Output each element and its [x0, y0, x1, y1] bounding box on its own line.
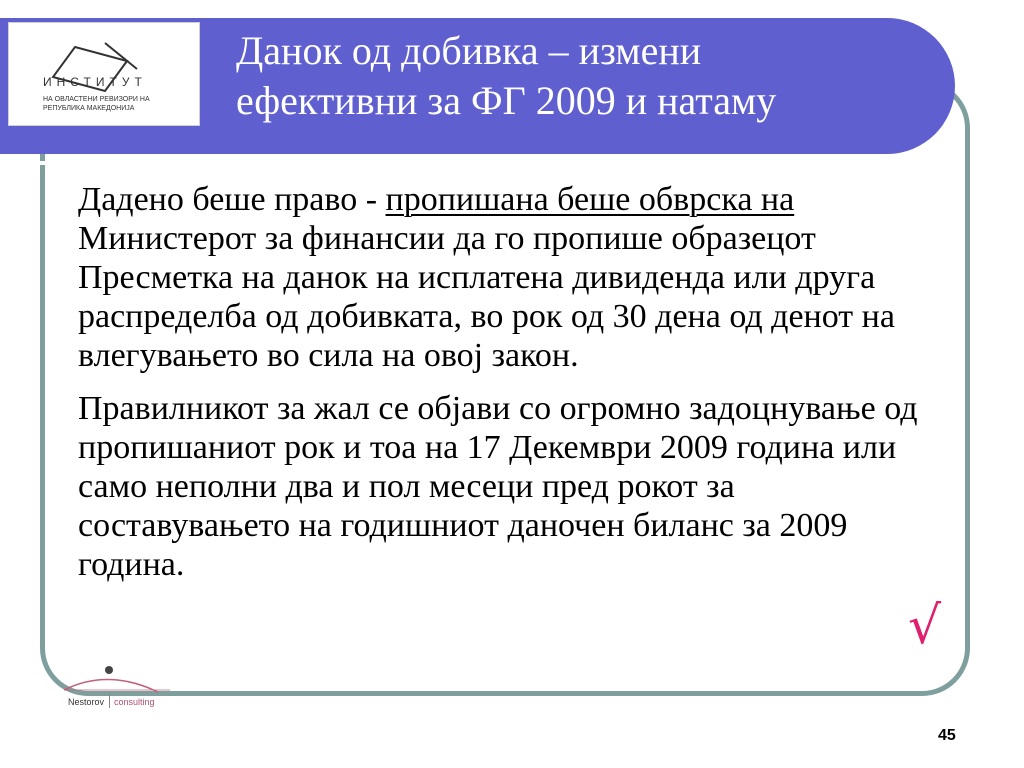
slide-title-line2: ефективни за ФГ 2009 и натаму [236, 78, 777, 123]
logo-name: ИНСТИТУТ [43, 75, 147, 89]
nestorov-consulting-logo [62, 662, 182, 712]
logo-subtitle [43, 95, 183, 113]
slide-title-line1: Данок од добивка – измени [236, 28, 702, 73]
footer-separator [109, 694, 110, 708]
footer-brand-name: Nestorov [68, 697, 105, 707]
paragraph-2: Правилникот за жал се објави со огромно задоцнување од пропишаниот рок и тоа на 17 Декември 2009 година или само неполни два и пол месеци пред рокот за составувањето на годишниот даночен биланс за 2009 година. [78, 390, 918, 583]
institute-logo [8, 22, 200, 126]
check-mark-icon: √ [908, 596, 942, 656]
paragraph-1-lead: Дадено беше право - [78, 181, 386, 218]
title-underline-rule [0, 161, 905, 165]
slide-title [236, 26, 916, 126]
logo-subtitle-line1: НА ОВЛАСТЕНИ РЕВИЗОРИ НА [43, 96, 150, 103]
page-number: 45 [938, 727, 956, 744]
paragraph-1-underlined: пропишана беше обврска на [385, 181, 795, 218]
logo-subtitle-line2: РЕПУБЛИКА МАКЕДОНИЈА [43, 105, 135, 112]
paragraph-1-rest: Министерот за финансии да го пропише образецот Пресметка на данок на исплатена дивиденда или друга распределба од добивката, во рок од 30 дена од денот на влегувањето во сила на овој закон. [78, 220, 895, 374]
footer-brand-consulting: consulting [114, 697, 155, 707]
slide-body [78, 180, 948, 598]
paragraph-1 [78, 180, 948, 375]
